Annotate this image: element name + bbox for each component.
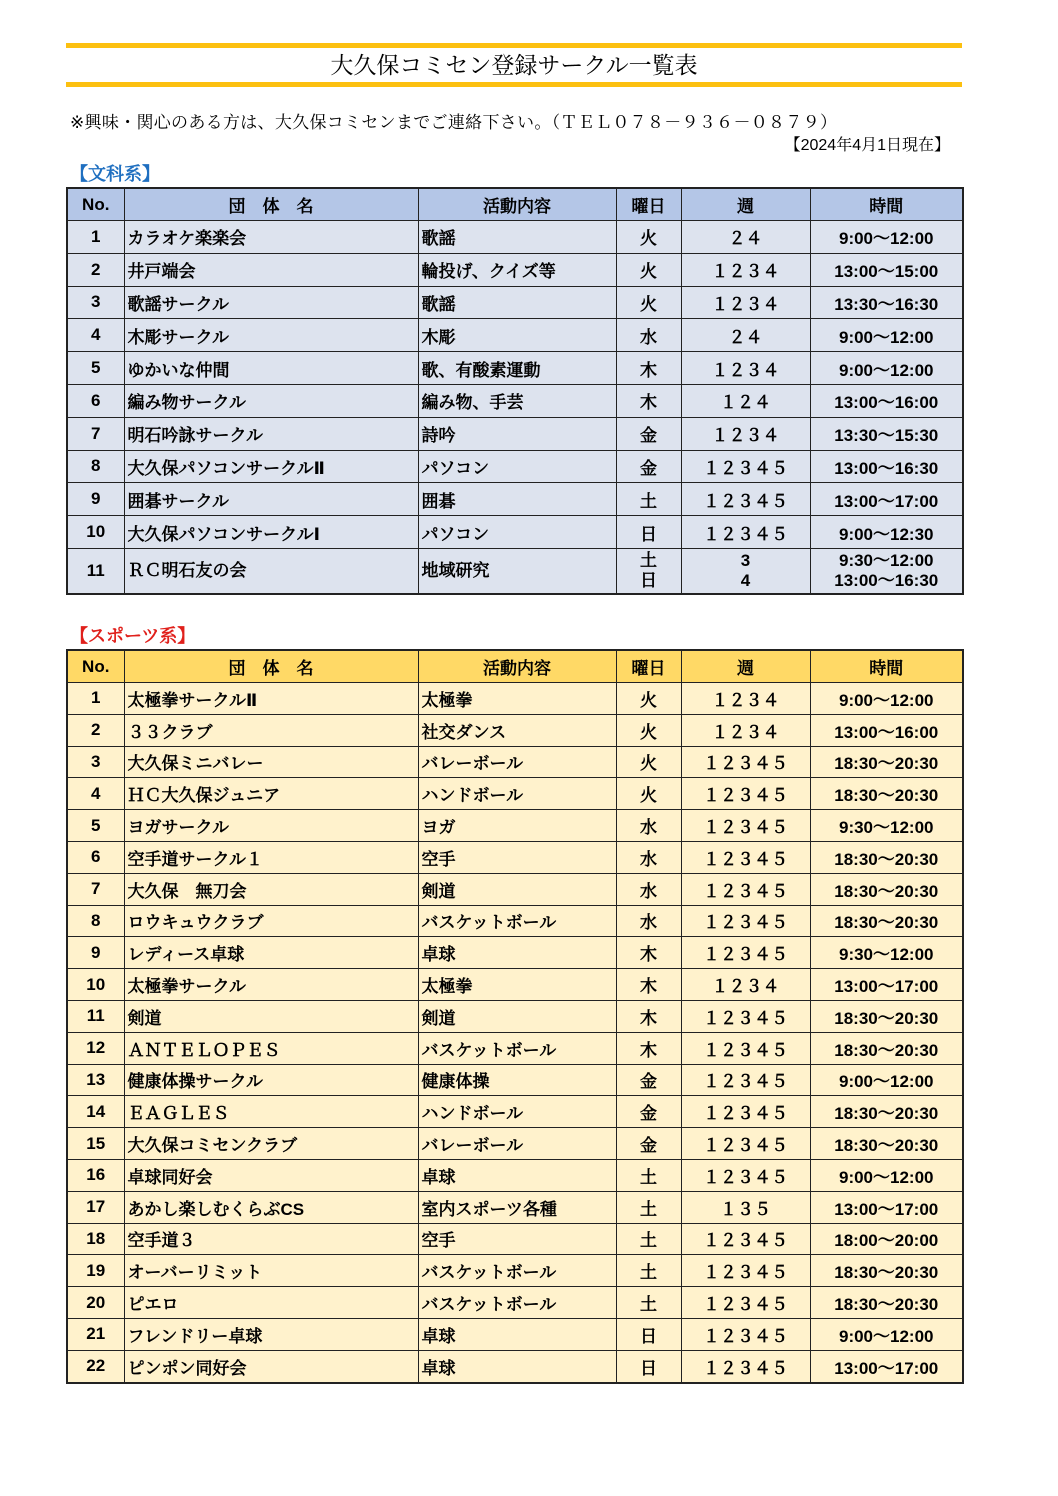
cell-weekday: 日 [616, 1318, 681, 1350]
cell-no: 11 [67, 548, 124, 594]
table-row [67, 841, 963, 873]
cell-time: 9:00～12:00 [810, 683, 963, 715]
cell-group-name: 編み物サークル [124, 384, 418, 417]
cell-weekday: 水 [616, 905, 681, 937]
cell-time: 13:00～15:00 [810, 253, 963, 286]
cell-activity: 卓球 [418, 937, 616, 969]
cell-weeks: １２３４５ [681, 450, 810, 483]
cell-time: 18:30～20:30 [810, 1287, 963, 1319]
cell-weeks: １２３４５ [681, 1000, 810, 1032]
cell-time: 18:30～20:30 [810, 841, 963, 873]
cell-time: 13:00～17:00 [810, 483, 963, 516]
cell-group-name: ３３クラブ [124, 714, 418, 746]
cell-no: 8 [67, 905, 124, 937]
table-row [67, 417, 963, 450]
cell-activity: 囲碁 [418, 483, 616, 516]
column-header-weekday: 曜日 [616, 188, 681, 221]
cell-group-name: ＡＮＴＥＬＯＰＥＳ [124, 1032, 418, 1064]
cell-time: 18:30～20:30 [810, 873, 963, 905]
cell-time: 9:00～12:00 [810, 1159, 963, 1191]
cell-group-name: 囲碁サークル [124, 483, 418, 516]
cell-activity: ヨガ [418, 810, 616, 842]
cell-no: 10 [67, 969, 124, 1001]
cell-group-name: ピエロ [124, 1287, 418, 1319]
cell-weekday: 木 [616, 1032, 681, 1064]
cell-time: 9:30～12:00 13:00～16:30 [810, 548, 963, 594]
cell-time: 18:30～20:30 [810, 746, 963, 778]
page-title: 大久保コミセン登録サークル一覧表 [330, 52, 698, 78]
cell-no: 9 [67, 937, 124, 969]
cell-time: 13:00～16:30 [810, 450, 963, 483]
cell-activity: 卓球 [418, 1350, 616, 1382]
cell-weeks: １２３４５ [681, 810, 810, 842]
cell-weekday: 日 [616, 1350, 681, 1382]
cell-weekday: 木 [616, 352, 681, 385]
table-row [67, 1318, 963, 1350]
cell-group-name: カラオケ楽楽会 [124, 221, 418, 254]
cell-time: 13:30～15:30 [810, 417, 963, 450]
cell-no: 17 [67, 1191, 124, 1223]
cell-weeks: １２３４５ [681, 1350, 810, 1382]
cell-activity: 太極拳 [418, 969, 616, 1001]
column-header-no: No. [67, 650, 124, 683]
column-header-weekday: 曜日 [616, 650, 681, 683]
cell-time: 9:00～12:00 [810, 221, 963, 254]
column-header-weeks: 週 [681, 650, 810, 683]
cell-no: 20 [67, 1287, 124, 1319]
cell-no: 6 [67, 841, 124, 873]
cell-activity: 地域研究 [418, 548, 616, 594]
cell-weeks: １２３４ [681, 253, 810, 286]
cell-time: 13:00～17:00 [810, 1191, 963, 1223]
cell-weeks: １２３４５ [681, 873, 810, 905]
cell-weekday: 金 [616, 450, 681, 483]
bottom-accent-bar [66, 82, 962, 87]
cell-weeks: １２３４５ [681, 1223, 810, 1255]
cell-weekday: 火 [616, 714, 681, 746]
table-row [67, 516, 963, 549]
cell-no: 2 [67, 714, 124, 746]
cell-time: 9:00～12:00 [810, 1064, 963, 1096]
culture-section-label: 【文科系】 [70, 164, 160, 184]
column-header-weeks: 週 [681, 188, 810, 221]
cell-weeks: １３５ [681, 1191, 810, 1223]
cell-weeks: １２３４５ [681, 1096, 810, 1128]
cell-weekday: 水 [616, 810, 681, 842]
cell-weekday: 木 [616, 1000, 681, 1032]
cell-time: 13:00～17:00 [810, 969, 963, 1001]
cell-weekday: 火 [616, 778, 681, 810]
cell-activity: 木彫 [418, 319, 616, 352]
cell-weeks: １２３４５ [681, 1318, 810, 1350]
cell-group-name: ＲＣ明石友の会 [124, 548, 418, 594]
cell-weeks: １２４ [681, 384, 810, 417]
table-row [67, 1096, 963, 1128]
cell-no: 15 [67, 1128, 124, 1160]
cell-time: 9:30～12:00 [810, 937, 963, 969]
cell-no: 10 [67, 516, 124, 549]
cell-group-name: 明石吟詠サークル [124, 417, 418, 450]
cell-no: 7 [67, 417, 124, 450]
cell-time: 18:30～20:30 [810, 1032, 963, 1064]
cell-weekday: 金 [616, 1064, 681, 1096]
cell-weeks: １２３４５ [681, 905, 810, 937]
cell-weekday: 日 [616, 516, 681, 549]
cell-activity: 空手 [418, 841, 616, 873]
cell-activity: 剣道 [418, 1000, 616, 1032]
cell-time: 13:00～16:00 [810, 714, 963, 746]
cell-activity: バスケットボール [418, 905, 616, 937]
table-row [67, 450, 963, 483]
cell-weekday: 金 [616, 1096, 681, 1128]
column-header-group-name: 団 体 名 [124, 650, 418, 683]
cell-activity: 太極拳 [418, 683, 616, 715]
cell-group-name: フレンドリー卓球 [124, 1318, 418, 1350]
cell-activity: 詩吟 [418, 417, 616, 450]
cell-weeks: １２３４５ [681, 841, 810, 873]
cell-activity: 空手 [418, 1223, 616, 1255]
cell-no: 3 [67, 746, 124, 778]
cell-group-name: 井戸端会 [124, 253, 418, 286]
table-row [67, 683, 963, 715]
cell-weeks: １２３４５ [681, 1032, 810, 1064]
cell-no: 21 [67, 1318, 124, 1350]
cell-activity: 卓球 [418, 1318, 616, 1350]
cell-group-name: 大久保ミニバレー [124, 746, 418, 778]
cell-no: 18 [67, 1223, 124, 1255]
cell-weeks: １２３４ [681, 286, 810, 319]
cell-weekday: 土 [616, 1191, 681, 1223]
cell-group-name: ＨＣ大久保ジュニア [124, 778, 418, 810]
table-row [67, 1223, 963, 1255]
cell-time: 18:30～20:30 [810, 1096, 963, 1128]
cell-time: 13:00～17:00 [810, 1350, 963, 1382]
table-row [67, 873, 963, 905]
table-row [67, 1064, 963, 1096]
cell-group-name: ＥＡＧＬＥＳ [124, 1096, 418, 1128]
table-row [67, 937, 963, 969]
cell-group-name: ゆかいな仲間 [124, 352, 418, 385]
cell-no: 3 [67, 286, 124, 319]
cell-activity: 剣道 [418, 873, 616, 905]
cell-weeks: １２３４５ [681, 483, 810, 516]
cell-weekday: 土 [616, 483, 681, 516]
cell-activity: 健康体操 [418, 1064, 616, 1096]
table-row [67, 384, 963, 417]
table-header-row [67, 188, 963, 221]
cell-activity: ハンドボール [418, 778, 616, 810]
cell-no: 19 [67, 1255, 124, 1287]
cell-no: 5 [67, 810, 124, 842]
cell-weeks: １２３４５ [681, 1064, 810, 1096]
cell-weekday: 土 日 [616, 548, 681, 594]
cell-group-name: 空手道３ [124, 1223, 418, 1255]
cell-activity: 歌、有酸素運動 [418, 352, 616, 385]
cell-weekday: 木 [616, 937, 681, 969]
cell-activity: バスケットボール [418, 1255, 616, 1287]
cell-weekday: 水 [616, 873, 681, 905]
table-row [67, 905, 963, 937]
table-row [67, 746, 963, 778]
cell-group-name: レディース卓球 [124, 937, 418, 969]
cell-time: 13:00～16:00 [810, 384, 963, 417]
cell-group-name: あかし楽しむくらぶCS [124, 1191, 418, 1223]
cell-time: 9:00～12:00 [810, 319, 963, 352]
column-header-activity: 活動内容 [418, 188, 616, 221]
cell-group-name: 大久保コミセンクラブ [124, 1128, 418, 1160]
cell-no: 4 [67, 319, 124, 352]
cell-activity: 歌謡 [418, 221, 616, 254]
cell-time: 18:30～20:30 [810, 1000, 963, 1032]
cell-no: 7 [67, 873, 124, 905]
cell-weeks: ２４ [681, 319, 810, 352]
cell-activity: バスケットボール [418, 1287, 616, 1319]
cell-weekday: 水 [616, 319, 681, 352]
cell-weeks: １２３４５ [681, 1287, 810, 1319]
sports-section-label: 【スポーツ系】 [70, 626, 196, 646]
cell-weeks: １２３４５ [681, 778, 810, 810]
cell-group-name: 剣道 [124, 1000, 418, 1032]
cell-no: 1 [67, 683, 124, 715]
cell-activity: 輪投げ、クイズ等 [418, 253, 616, 286]
cell-weekday: 木 [616, 969, 681, 1001]
table-row [67, 1032, 963, 1064]
cell-no: 13 [67, 1064, 124, 1096]
cell-activity: 室内スポーツ各種 [418, 1191, 616, 1223]
cell-weeks: １２３４５ [681, 1128, 810, 1160]
cell-time: 9:30～12:00 [810, 810, 963, 842]
cell-weeks: １２３４５ [681, 1159, 810, 1191]
table-row [67, 1287, 963, 1319]
cell-no: 8 [67, 450, 124, 483]
cell-activity: バスケットボール [418, 1032, 616, 1064]
column-header-no: No. [67, 188, 124, 221]
column-header-activity: 活動内容 [418, 650, 616, 683]
table-row [67, 1255, 963, 1287]
cell-group-name: ピンポン同好会 [124, 1350, 418, 1382]
cell-weeks: １２３４ [681, 969, 810, 1001]
table-row [67, 483, 963, 516]
cell-activity: 編み物、手芸 [418, 384, 616, 417]
cell-no: 9 [67, 483, 124, 516]
cell-time: 18:30～20:30 [810, 905, 963, 937]
cell-no: 4 [67, 778, 124, 810]
cell-activity: パソコン [418, 450, 616, 483]
contact-note: ※興味・関心のある方は、大久保コミセンまでご連絡下さい。（ＴＥＬ０７８－９３６－０８７９） [70, 113, 838, 132]
cell-group-name: 大久保 無刀会 [124, 873, 418, 905]
cell-time: 9:00～12:30 [810, 516, 963, 549]
cell-weekday: 木 [616, 384, 681, 417]
cell-no: 11 [67, 1000, 124, 1032]
cell-weeks: １２３４ [681, 417, 810, 450]
sports-circle-table [66, 649, 964, 1384]
table-row [67, 319, 963, 352]
column-header-time: 時間 [810, 650, 963, 683]
cell-weekday: 土 [616, 1255, 681, 1287]
culture-circle-table [66, 187, 964, 595]
cell-weeks: １２３４５ [681, 516, 810, 549]
cell-group-name: オーバーリミット [124, 1255, 418, 1287]
column-header-group-name: 団 体 名 [124, 188, 418, 221]
table-row [67, 969, 963, 1001]
table-row [67, 714, 963, 746]
cell-weeks: １２３４ [681, 714, 810, 746]
cell-group-name: 大久保パソコンサークルⅠ [124, 516, 418, 549]
table-row [67, 1191, 963, 1223]
cell-weeks: １２３４ [681, 352, 810, 385]
cell-weekday: 火 [616, 746, 681, 778]
table-row [67, 1000, 963, 1032]
cell-weekday: 火 [616, 253, 681, 286]
cell-weeks: ２４ [681, 221, 810, 254]
cell-group-name: 大久保パソコンサークルⅡ [124, 450, 418, 483]
table-row [67, 286, 963, 319]
cell-time: 18:30～20:30 [810, 1128, 963, 1160]
table-row [67, 1350, 963, 1382]
cell-weeks: １２３４５ [681, 746, 810, 778]
cell-group-name: 歌謡サークル [124, 286, 418, 319]
table-row [67, 810, 963, 842]
cell-no: 1 [67, 221, 124, 254]
cell-time: 9:00～12:00 [810, 1318, 963, 1350]
cell-no: 12 [67, 1032, 124, 1064]
cell-no: 5 [67, 352, 124, 385]
cell-weekday: 土 [616, 1159, 681, 1191]
cell-time: 18:30～20:30 [810, 778, 963, 810]
cell-weekday: 火 [616, 221, 681, 254]
cell-weekday: 火 [616, 286, 681, 319]
cell-activity: 卓球 [418, 1159, 616, 1191]
cell-weekday: 金 [616, 417, 681, 450]
cell-weekday: 火 [616, 683, 681, 715]
cell-group-name: 太極拳サークル [124, 969, 418, 1001]
cell-time: 18:30～20:30 [810, 1255, 963, 1287]
cell-weeks: １２３４ [681, 683, 810, 715]
cell-activity: パソコン [418, 516, 616, 549]
cell-group-name: 健康体操サークル [124, 1064, 418, 1096]
cell-group-name: ロウキュウクラブ [124, 905, 418, 937]
cell-group-name: ヨガサークル [124, 810, 418, 842]
cell-group-name: 空手道サークル１ [124, 841, 418, 873]
cell-no: 6 [67, 384, 124, 417]
cell-weekday: 土 [616, 1287, 681, 1319]
table-row [67, 1128, 963, 1160]
cell-time: 18:00～20:00 [810, 1223, 963, 1255]
cell-no: 16 [67, 1159, 124, 1191]
table-row [67, 352, 963, 385]
as-of-date: 【2024年4月1日現在】 [784, 137, 950, 154]
cell-weekday: 土 [616, 1223, 681, 1255]
cell-weekday: 金 [616, 1128, 681, 1160]
table-row [67, 253, 963, 286]
cell-no: 22 [67, 1350, 124, 1382]
cell-no: 14 [67, 1096, 124, 1128]
cell-weeks: １２３４５ [681, 937, 810, 969]
table-row [67, 221, 963, 254]
table-row [67, 1159, 963, 1191]
cell-group-name: 太極拳サークルⅡ [124, 683, 418, 715]
column-header-time: 時間 [810, 188, 963, 221]
cell-time: 9:00～12:00 [810, 352, 963, 385]
cell-activity: 歌謡 [418, 286, 616, 319]
cell-time: 13:30～16:30 [810, 286, 963, 319]
cell-activity: バレーボール [418, 746, 616, 778]
cell-group-name: 木彫サークル [124, 319, 418, 352]
cell-activity: 社交ダンス [418, 714, 616, 746]
cell-activity: ハンドボール [418, 1096, 616, 1128]
table-row [67, 548, 963, 594]
cell-no: 2 [67, 253, 124, 286]
cell-weekday: 水 [616, 841, 681, 873]
cell-weeks: １２３４５ [681, 1255, 810, 1287]
cell-group-name: 卓球同好会 [124, 1159, 418, 1191]
table-row [67, 778, 963, 810]
cell-weeks: 3 4 [681, 548, 810, 594]
cell-activity: バレーボール [418, 1128, 616, 1160]
table-header-row [67, 650, 963, 683]
